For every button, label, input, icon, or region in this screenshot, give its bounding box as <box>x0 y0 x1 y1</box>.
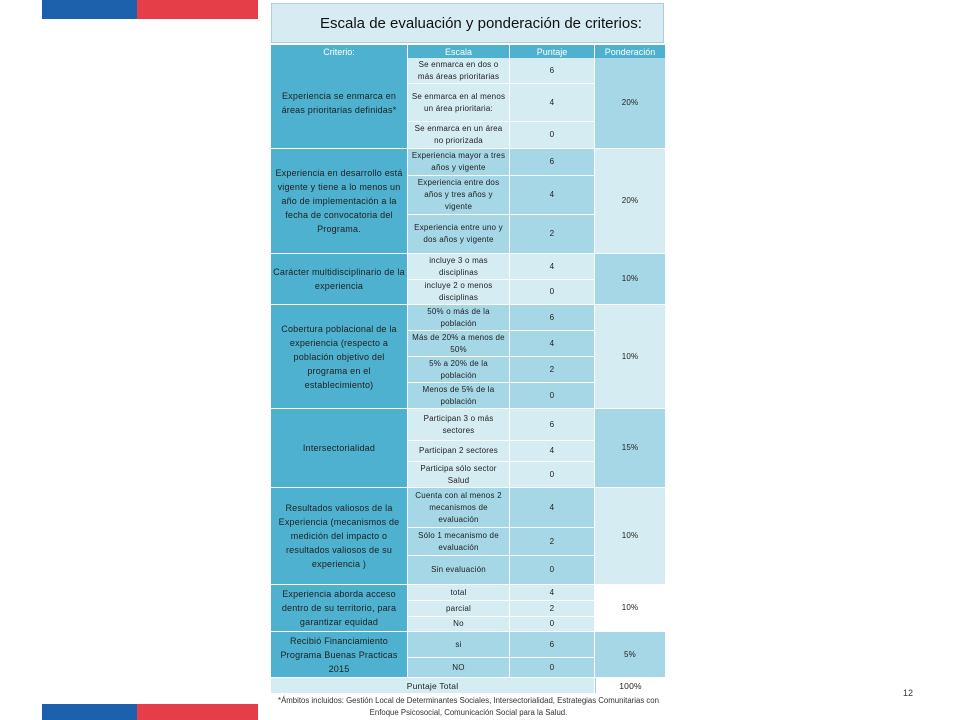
total-label: Puntaje Total <box>271 678 595 694</box>
flag-top-blue <box>42 0 137 19</box>
header-criterio: Criterio: <box>271 45 408 58</box>
weight-cell: 10% <box>595 488 665 585</box>
score-cell: 4 <box>510 254 595 280</box>
scale-cell: Se enmarca en un área no priorizada <box>408 122 510 149</box>
score-cell: 0 <box>510 280 595 305</box>
score-cell: 2 <box>510 528 595 556</box>
criterion-name: Experiencia en desarrollo está vigente y tiene a lo menos un año de implementación a la fecha de convocatoria del Programa. <box>271 149 408 254</box>
scale-cell: parcial <box>408 601 510 617</box>
scale-cell: Participan 3 o más sectores <box>408 409 510 441</box>
score-cell: 6 <box>510 58 595 84</box>
score-cell: 2 <box>510 601 595 617</box>
score-cell: 0 <box>510 122 595 149</box>
criterion-name: Resultados valiosos de la Experiencia (mecanismos de medición del impacto o resultados valiosos de su experiencia ) <box>271 488 408 585</box>
scale-cell: 5% a 20% de la población <box>408 357 510 383</box>
total-value: 100% <box>595 678 665 694</box>
flag-bottom-red <box>137 704 258 720</box>
weight-cell: 10% <box>595 305 665 409</box>
criterion-name: Intersectorialidad <box>271 409 408 488</box>
score-cell: 2 <box>510 215 595 254</box>
score-cell: 0 <box>510 556 595 585</box>
criterion-name: Recibió Financiamiento Programa Buenas Practicas 2015 <box>271 632 408 678</box>
footnote: *Ámbitos incluidos: Gestión Local de Determinantes Sociales, Intersectorialidad, Estrategias Comunitarias con Enfoque Psicosocial, Comunicación Social para la Salud. <box>278 696 659 717</box>
score-cell: 4 <box>510 331 595 357</box>
page-number: 12 <box>903 688 914 698</box>
scale-cell: Experiencia entre dos años y tres años y vigente <box>408 176 510 215</box>
scale-cell: Cuenta con al menos 2 mecanismos de evaluación <box>408 488 510 528</box>
scale-cell: Experiencia entre uno y dos años y vigente <box>408 215 510 254</box>
score-cell: 0 <box>510 383 595 409</box>
score-cell: 4 <box>510 176 595 215</box>
criterion-name: Cobertura poblacional de la experiencia (respecto a población objetivo del programa en el establecimiento) <box>271 305 408 409</box>
score-cell: 0 <box>510 658 595 678</box>
scale-cell: incluye 3 o mas disciplinas <box>408 254 510 280</box>
scale-cell: Menos de 5% de la población <box>408 383 510 409</box>
weight-cell: 15% <box>595 409 665 488</box>
weight-cell: 20% <box>595 149 665 254</box>
scale-cell: No <box>408 617 510 632</box>
weight-cell: 10% <box>595 254 665 305</box>
evaluation-sheet <box>271 0 666 720</box>
scale-cell: Sin evaluación <box>408 556 510 585</box>
scale-cell: Experiencia mayor a tres años y vigente <box>408 149 510 176</box>
score-cell: 0 <box>510 462 595 488</box>
weight-cell: 5% <box>595 632 665 678</box>
scale-cell: 50% o más de la población <box>408 305 510 331</box>
scale-cell: Participan 2 sectores <box>408 441 510 462</box>
score-cell: 4 <box>510 488 595 528</box>
flag-top <box>42 0 258 19</box>
score-cell: 4 <box>510 84 595 122</box>
flag-bottom-blue <box>42 704 137 720</box>
scale-cell: Sólo 1 mecanismo de evaluación <box>408 528 510 556</box>
sheet-title: Escala de evaluación y ponderación de criterios: <box>271 3 664 43</box>
score-cell: 4 <box>510 585 595 601</box>
scale-cell: Se enmarca en al menos un área prioritaria: <box>408 84 510 122</box>
score-cell: 6 <box>510 409 595 441</box>
header-ponderacion: Ponderación <box>595 45 665 58</box>
scale-cell: Más de 20% a menos de 50% <box>408 331 510 357</box>
criterion-name: Carácter multidisciplinario de la experiencia <box>271 254 408 305</box>
flag-top-red <box>137 0 258 19</box>
scale-cell: Se enmarca en dos o más áreas prioritarias <box>408 58 510 84</box>
header-escala: Escala <box>408 45 510 58</box>
score-cell: 4 <box>510 441 595 462</box>
scale-cell: total <box>408 585 510 601</box>
score-cell: 6 <box>510 305 595 331</box>
weight-cell: 20% <box>595 58 665 149</box>
scale-cell: incluye 2 o menos disciplinas <box>408 280 510 305</box>
criterion-name: Experiencia se enmarca en áreas prioritarias definidas* <box>271 58 408 149</box>
score-cell: 6 <box>510 632 595 658</box>
scale-cell: NO <box>408 658 510 678</box>
criterion-name: Experiencia aborda acceso dentro de su territorio, para garantizar equidad <box>271 585 408 632</box>
score-cell: 2 <box>510 357 595 383</box>
score-cell: 6 <box>510 149 595 176</box>
score-cell: 0 <box>510 617 595 632</box>
flag-bottom <box>42 704 258 720</box>
scale-cell: Participa sólo sector Salud <box>408 462 510 488</box>
header-puntaje: Puntaje <box>510 45 595 58</box>
weight-cell: 10% <box>595 585 665 632</box>
scale-cell: si <box>408 632 510 658</box>
